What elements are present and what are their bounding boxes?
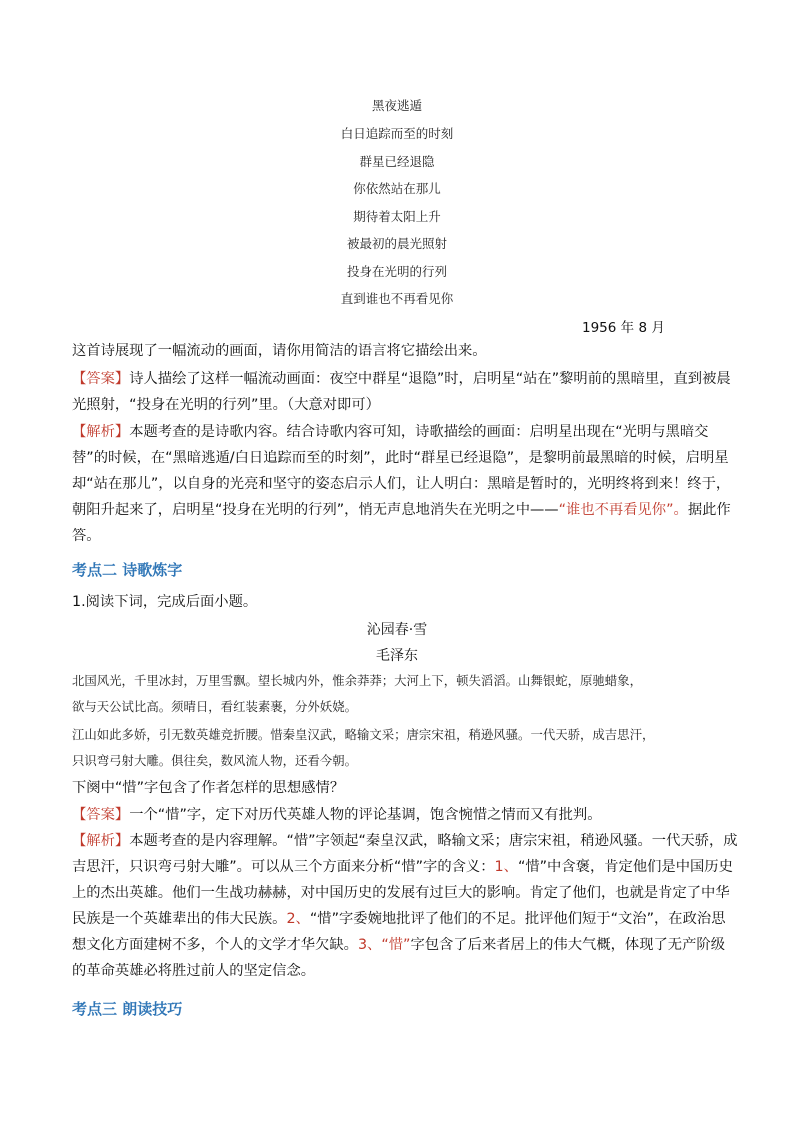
question-2: 下阕中“惜”字包含了作者怎样的思想感情？ — [72, 780, 345, 796]
poem-line: 你依然站在那儿 — [353, 181, 441, 196]
point-number: 3、 — [357, 937, 382, 953]
analysis-tag: 【解析】 — [72, 833, 130, 849]
poem-line: 白日追踪而至的时刻 — [340, 126, 454, 141]
analysis-2 — [72, 828, 738, 984]
poem-line: 黑夜逃遁 — [371, 98, 422, 113]
xi-quote: “惜” — [381, 937, 411, 953]
ci-title: 沁园春·雪 — [366, 622, 428, 638]
analysis-1 — [72, 419, 738, 549]
analysis-text: “惜”字委婉地批评了他们的不足。批评他们短于“文治”，在政治思想文化方面建树不多，个人的文学才华欠缺。 — [72, 911, 726, 953]
answer-1 — [72, 366, 738, 418]
question-1: 这首诗展现了一幅流动的画面，请你用简洁的语言将它描绘出来。 — [72, 343, 487, 359]
analysis-text: 本题考查的是诗歌内容。结合诗歌内容可知，诗歌描绘的画面：启明星出现在“光明与黑暗交替”的时候，在“黑暗逃遁/白日追踪而至的时刻”，此时“群星已经退隐”，是黎明前最黑暗的时候，启明星却“站在那儿”，以自身的光亮和坚守的姿态启示人们，让人明白：黑暗是暂时的，光明终将到来！终于，朝阳升起来了，启明星“投身在光明的行列”，悄无声息地消失在光明之中—— — [72, 424, 731, 518]
instruction: 1.阅读下词，完成后面小题。 — [72, 594, 258, 610]
point-number: 2、 — [286, 911, 310, 927]
answer-2 — [72, 802, 738, 828]
ci-line: 江山如此多娇，引无数英雄竞折腰。惜秦皇汉武，略输文采；唐宗宋祖，稍逊风骚。一代天骄，成吉思汗， — [72, 727, 655, 742]
answer-tag: 【答案】 — [72, 371, 130, 387]
analysis-text: “惜”中含褒，肯定他们是中国历史上的杰出英雄。他们一生战功赫赫，对中国历史的发展有过巨大的影响。肯定了他们，也就是肯定了中华民族是一个英雄辈出的伟大民族。 — [72, 859, 733, 927]
section-heading: 考点三 朗读技巧 — [72, 1000, 183, 1018]
poem-line: 被最初的晨光照射 — [346, 236, 447, 251]
answer-text: 一个“惜”字，定下对历代英雄人物的评论基调，饱含惋惜之情而又有批判。 — [129, 807, 602, 823]
answer-text: 诗人描绘了这样一幅流动画面：夜空中群星“退隐”时，启明星“站在”黎明前的黑暗里，直到被晨光照射，“投身在光明的行列”里。（大意对即可） — [72, 371, 731, 413]
answer-tag: 【答案】 — [72, 807, 130, 823]
analysis-text: 字包含了后来者居上的伟大气概，体现了无产阶级的革命英雄必将胜过前人的坚定信念。 — [72, 937, 725, 979]
ci-line: 欲与天公试比高。须晴日，看红装素裹，分外妖娆。 — [72, 699, 357, 714]
analysis-tag: 【解析】 — [72, 424, 130, 440]
ci-line: 只识弯弓射大雕。俱往矣，数风流人物，还看今朝。 — [72, 753, 357, 768]
analysis-quote: “谁也不再看见你”。 — [558, 502, 688, 518]
poem-line: 群星已经退隐 — [359, 154, 435, 169]
poem-line: 投身在光明的行列 — [346, 264, 447, 279]
analysis-text: 本题考查的是内容理解。“惜”字领起“秦皇汉武，略输文采；唐宗宋祖，稍逊风骚。一代天骄，成吉思汗，只识弯弓射大雕”。可以从三个方面来分析“惜”字的含义： — [72, 833, 738, 875]
poem-date: 1956 年 8 月 — [582, 320, 665, 336]
point-number: 1、 — [494, 859, 518, 875]
ci-author: 毛泽东 — [376, 648, 418, 664]
poem-line: 期待着太阳上升 — [353, 209, 441, 224]
section-heading: 考点二 诗歌炼字 — [72, 561, 183, 579]
ci-line: 北国风光，千里冰封，万里雪飘。望长城内外，惟余莽莽；大河上下，顿失滔滔。山舞银蛇，原驰蜡象， — [72, 673, 642, 688]
poem-line: 直到谁也不再看见你 — [340, 291, 454, 306]
analysis-end: 据此作答。 — [72, 502, 731, 544]
